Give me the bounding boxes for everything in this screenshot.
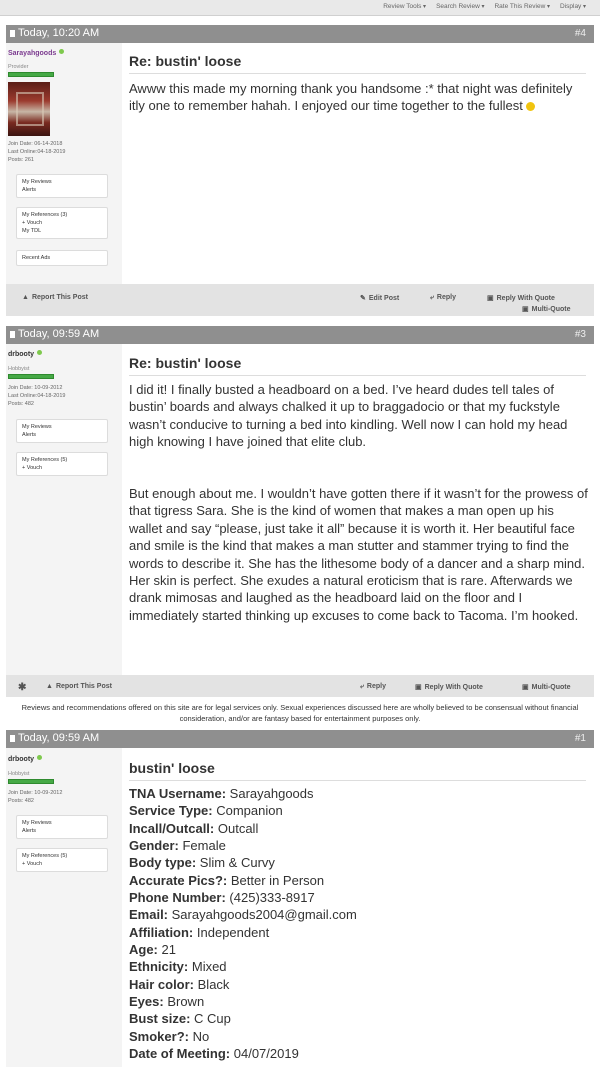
post-title: Re: bustin' loose xyxy=(129,53,586,74)
field-label: Service Type: xyxy=(129,803,213,819)
reply-label: Reply xyxy=(436,294,456,301)
field-label: Ethnicity: xyxy=(129,959,189,975)
field-body-type xyxy=(129,854,589,871)
reply-button[interactable] xyxy=(360,683,386,691)
post-body xyxy=(129,80,589,115)
review-tools-menu[interactable]: Review Tools ▾ xyxy=(383,3,426,10)
post-count: Posts: 482 xyxy=(8,798,34,804)
field-value: Female xyxy=(182,838,226,854)
rate-review-menu[interactable]: Rate This Review ▾ xyxy=(494,3,550,10)
field-accurate-pics xyxy=(129,872,589,889)
alerts-link[interactable]: Alerts xyxy=(22,432,37,438)
field-value: Black xyxy=(197,976,230,992)
field-value: No xyxy=(192,1028,210,1044)
reply-with-quote-button[interactable] xyxy=(415,683,483,691)
online-status-icon xyxy=(37,755,42,760)
post-date: Today, 09:59 AM xyxy=(18,732,100,744)
reply-quote-label: Reply With Quote xyxy=(424,684,483,691)
field-label: Age: xyxy=(129,942,158,958)
field-label: TNA Username: xyxy=(129,786,227,801)
field-eyes xyxy=(129,993,589,1010)
field-label: Incall/Outcall: xyxy=(129,820,215,836)
report-post-button[interactable] xyxy=(22,294,88,301)
report-label: Report This Post xyxy=(55,683,112,690)
post-date: Today, 10:20 AM xyxy=(18,27,100,39)
reply-with-quote-button[interactable] xyxy=(487,294,555,302)
username[interactable]: drbooty xyxy=(8,756,35,763)
multi-quote-icon: ▣ xyxy=(522,684,529,691)
field-value: Independent xyxy=(196,924,270,940)
reply-icon: ⤶ xyxy=(360,683,364,690)
username[interactable]: drbooty xyxy=(8,351,35,358)
field-phone-number xyxy=(129,889,589,906)
field-value: Brown xyxy=(167,994,205,1010)
post-number[interactable]: #4 xyxy=(574,28,586,39)
last-online: Last Online:04-18-2019 xyxy=(8,393,66,399)
quote-icon: ▣ xyxy=(415,684,422,691)
user-stats xyxy=(8,140,65,164)
join-date: Join Date: 10-09-2012 xyxy=(8,790,63,796)
warning-icon: ▲ xyxy=(22,294,29,301)
post-header xyxy=(6,25,594,43)
field-hair-color xyxy=(129,976,589,993)
field-value: Better in Person xyxy=(230,872,325,888)
field-label: Body type: xyxy=(129,855,197,871)
multi-quote-label: Multi-Quote xyxy=(531,684,571,691)
user-role: Hobbyist xyxy=(8,366,30,372)
review-fields xyxy=(129,785,589,1063)
field-service-type xyxy=(129,802,589,819)
field-value: Outcall xyxy=(217,820,259,836)
field-value: Slim & Curvy xyxy=(199,855,275,871)
user-links-ads xyxy=(16,250,108,266)
multi-quote-label: Multi-Quote xyxy=(531,306,571,313)
field-value: Mixed xyxy=(191,959,227,975)
field-label: Smoker?: xyxy=(129,1028,189,1044)
smiley-icon xyxy=(526,102,535,111)
field-affiliation xyxy=(129,924,589,941)
field-value: C Cup xyxy=(194,1011,231,1027)
pencil-icon: ✎ xyxy=(360,295,366,302)
field-value: Sarayahgoods xyxy=(229,786,314,801)
field-label: Bust size: xyxy=(129,1011,191,1027)
legal-disclaimer: Reviews and recommendations offered on this site are for legal services only. Sexual experiences discussed here are wholly believed to be consensual without financial consideration, and/or are fantasy based for entertainment purposes only. xyxy=(21,703,579,723)
multi-quote-button[interactable] xyxy=(522,683,571,691)
username-link[interactable] xyxy=(8,755,42,763)
edit-post-button[interactable] xyxy=(360,294,399,302)
post-icon xyxy=(10,735,15,742)
my-references-link[interactable]: My References (3) xyxy=(22,212,68,218)
field-value: Companion xyxy=(216,803,283,819)
field-label: Phone Number: xyxy=(129,890,226,906)
avatar[interactable] xyxy=(8,82,50,136)
thread-toolbar xyxy=(0,0,600,16)
user-links-references xyxy=(16,452,108,476)
field-label: Gender: xyxy=(129,838,179,854)
field-incall-outcall xyxy=(129,820,589,837)
field-tna-username xyxy=(129,785,589,802)
warning-icon: ▲ xyxy=(46,683,53,690)
reputation-bar xyxy=(8,374,54,379)
my-reviews-link[interactable]: My Reviews xyxy=(22,424,52,430)
last-online: Last Online:04-18-2019 xyxy=(8,149,66,155)
post-date: Today, 09:59 AM xyxy=(18,328,100,340)
user-stats xyxy=(8,789,62,805)
field-ethnicity xyxy=(129,958,589,975)
join-date: Join Date: 10-09-2012 xyxy=(8,385,63,391)
alerts-link[interactable]: Alerts xyxy=(22,187,37,193)
my-references-link[interactable]: My References (5) xyxy=(22,853,68,859)
edit-label: Edit Post xyxy=(368,295,400,302)
field-value: (425)333-8917 xyxy=(229,890,315,906)
post-header xyxy=(6,730,594,748)
field-value: Sarayahgoods2004@gmail.com xyxy=(171,907,357,923)
reputation-bar xyxy=(8,779,54,784)
multi-quote-icon: ▣ xyxy=(522,306,529,313)
my-references-link[interactable]: My References (5) xyxy=(22,457,68,463)
join-date: Join Date: 06-14-2018 xyxy=(8,141,63,147)
field-gender xyxy=(129,837,589,854)
reply-label: Reply xyxy=(366,683,386,690)
multi-quote-button[interactable] xyxy=(522,305,571,313)
field-label: Eyes: xyxy=(129,994,164,1010)
report-label: Report This Post xyxy=(31,294,88,301)
online-status-icon xyxy=(37,350,42,355)
user-role: Provider xyxy=(8,64,29,70)
field-date-of-meeting xyxy=(129,1045,589,1062)
field-label: Date of Meeting: xyxy=(129,1046,231,1062)
quote-icon: ▣ xyxy=(487,295,494,302)
my-tdl-link[interactable]: My TDL xyxy=(22,228,42,234)
field-smoker xyxy=(129,1028,589,1045)
post-number[interactable]: #3 xyxy=(574,329,586,340)
post-count: Posts: 482 xyxy=(8,401,34,407)
username[interactable]: Sarayahgoods xyxy=(8,50,57,57)
post-icon xyxy=(10,331,15,338)
username-link[interactable] xyxy=(8,49,64,57)
field-email xyxy=(129,906,589,923)
recent-ads-link[interactable]: Recent Ads xyxy=(22,255,51,261)
reply-button[interactable] xyxy=(430,294,456,302)
reply-icon: ⤶ xyxy=(430,294,434,301)
vouch-link[interactable]: + Vouch xyxy=(22,220,43,226)
post-body-paragraph: But enough about me. I wouldn’t have gotten there if it wasn’t for the prowess of that tigress Sara. She is the kind of women that makes a man open up his wallet and say “please, just take it all” because it is worth it. Her beautiful face and smile is the kind that makes a man stutter and stammer trying to find the words to describe it. She has the lithesome body of a dancer and a sharp mind. Her skin is perfect. She exudes a natural eroticism that is rare. Afterwards we drank mimosas and laughed as the headboard laid on the floor and I immediately started thinking up excuses to come back to Tacoma. I’m hooked. xyxy=(129,486,588,623)
post-message: Awww this made my morning thank you handsome :* that night was definitely itly one to remember hahah. I enjoyed our time together to the fullest xyxy=(129,81,573,114)
vouch-link[interactable]: + Vouch xyxy=(22,465,43,471)
user-links-references xyxy=(16,848,108,872)
field-label: Hair color: xyxy=(129,976,195,992)
post-header xyxy=(6,326,594,344)
my-reviews-link[interactable]: My Reviews xyxy=(22,179,52,185)
post-title: Re: bustin' loose xyxy=(129,355,586,376)
search-review-menu[interactable]: Search Review ▾ xyxy=(436,3,484,10)
field-label: Email: xyxy=(129,907,169,923)
alerts-link[interactable]: Alerts xyxy=(22,828,37,834)
user-links-reviews xyxy=(16,419,108,443)
username-link[interactable] xyxy=(8,350,42,358)
vouch-link[interactable]: + Vouch xyxy=(22,861,43,867)
post-count: Posts: 261 xyxy=(8,157,34,163)
field-label: Accurate Pics?: xyxy=(129,872,228,888)
my-reviews-link[interactable]: My Reviews xyxy=(22,820,52,826)
field-value: 04/07/2019 xyxy=(233,1046,299,1062)
display-menu[interactable]: Display ▾ xyxy=(560,3,586,10)
user-stats xyxy=(8,384,65,408)
user-links-reviews xyxy=(16,815,108,839)
post-body-paragraph: I did it! I finally busted a headboard on a bed. I’ve heard dudes tell tales of bustin’ boards and always chalked it up to braggadocio or that my fuckstyle wasn’t conducive to turning a bed into kindling. Well now I can hold my head high knowing I have joined that elite club. xyxy=(129,382,568,450)
post-number[interactable]: #1 xyxy=(574,733,586,744)
post-title: bustin' loose xyxy=(129,760,586,781)
reputation-bar xyxy=(8,72,54,77)
field-value: 21 xyxy=(161,942,176,958)
user-links-references xyxy=(16,207,108,239)
reply-quote-label: Reply With Quote xyxy=(496,295,555,302)
post-icon xyxy=(10,30,15,37)
user-links-reviews xyxy=(16,174,108,198)
report-post-button[interactable] xyxy=(46,683,112,690)
field-bust-size xyxy=(129,1010,589,1027)
star-icon[interactable]: ✱ xyxy=(18,682,27,693)
user-role: Hobbyist xyxy=(8,771,30,777)
online-status-icon xyxy=(59,49,64,54)
field-label: Affiliation: xyxy=(129,924,194,940)
field-age xyxy=(129,941,589,958)
